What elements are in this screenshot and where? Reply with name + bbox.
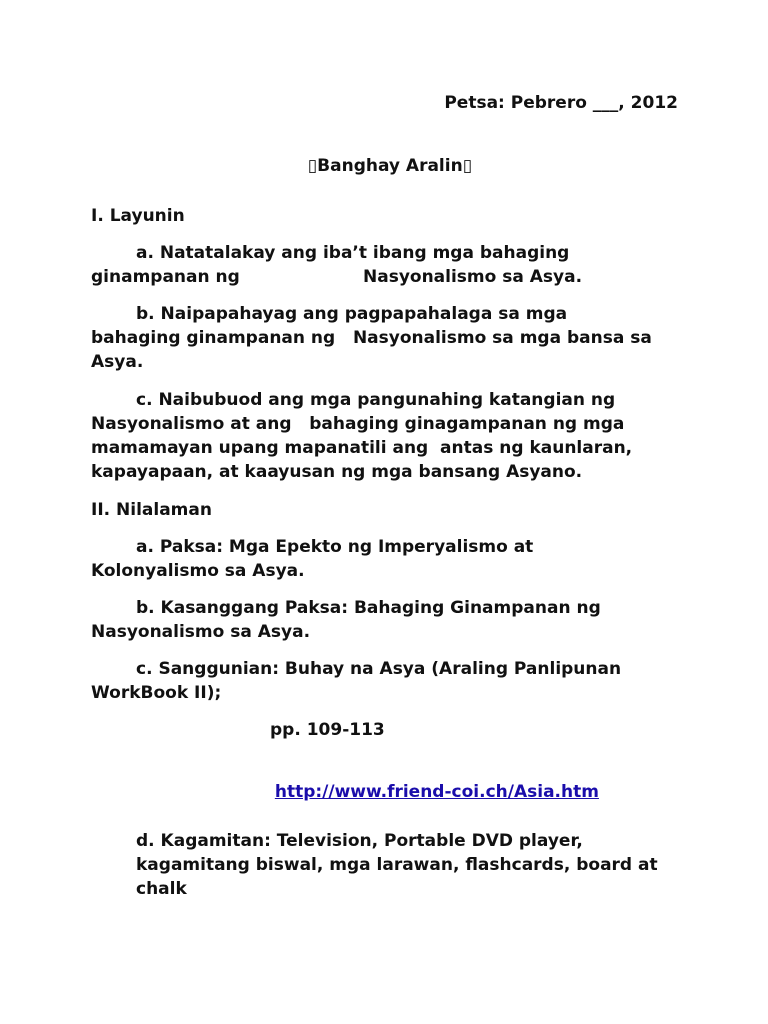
content-d-line-1: d. Kagamitan: Television, Portable DVD player, [136,831,583,851]
content-d-line-2: kagamitang biswal, mga larawan, flashcards, board at [136,855,658,875]
objective-a-line-2-left: ginampanan ng [91,267,240,287]
date-label: Petsa: Pebrero ___, 2012 [444,93,678,113]
reference-link[interactable]: http://www.friend-coi.ch/Asia.htm [274,782,599,802]
reference-pages: pp. 109-113 [270,720,385,740]
content-c-line-2: WorkBook II); [91,683,222,703]
title-text: Banghay Aralin [317,156,463,176]
content-a-line-1: a. Paksa: Mga Epekto ng Imperyalismo at [136,537,534,557]
title-marker-right: ▯ [462,156,473,176]
section-heading-nilalaman: II. Nilalaman [91,500,212,520]
content-b-line-2: Nasyonalismo sa Asya. [91,622,311,642]
objective-a-line-2-right: Nasyonalismo sa Asya. [363,267,583,287]
content-b-line-1: b. Kasanggang Paksa: Bahaging Ginampanan ng [136,598,601,618]
content-a-line-2: Kolonyalismo sa Asya. [91,561,305,581]
objective-c-line-2: Nasyonalismo at ang bahaging ginagampanan ng mga [91,414,625,434]
objective-b-line-3: Asya. [91,352,144,372]
objective-b-line-1: b. Naipapahayag ang pagpapahalaga sa mga [136,304,568,324]
page-title [0,130,768,178]
content-c-line-1: c. Sanggunian: Buhay na Asya (Araling Panlipunan [136,659,622,679]
objective-c-line-4: kapayapaan, at kaayusan ng mga bansang Asyano. [91,462,583,482]
objective-c-line-1: c. Naibubuod ang mga pangunahing katangian ng [136,390,616,410]
content-d-line-3: chalk [136,879,187,899]
objective-b-line-2: bahaging ginampanan ng Nasyonalismo sa mga bansa sa [91,328,652,348]
section-heading-layunin: I. Layunin [91,206,185,226]
objective-c-line-3: mamamayan upang mapanatili ang antas ng kaunlaran, [91,438,633,458]
title-marker-left: ▯ [307,156,318,176]
objective-a-line-1: a. Natatalakay ang iba’t ibang mga bahaging [136,243,570,263]
